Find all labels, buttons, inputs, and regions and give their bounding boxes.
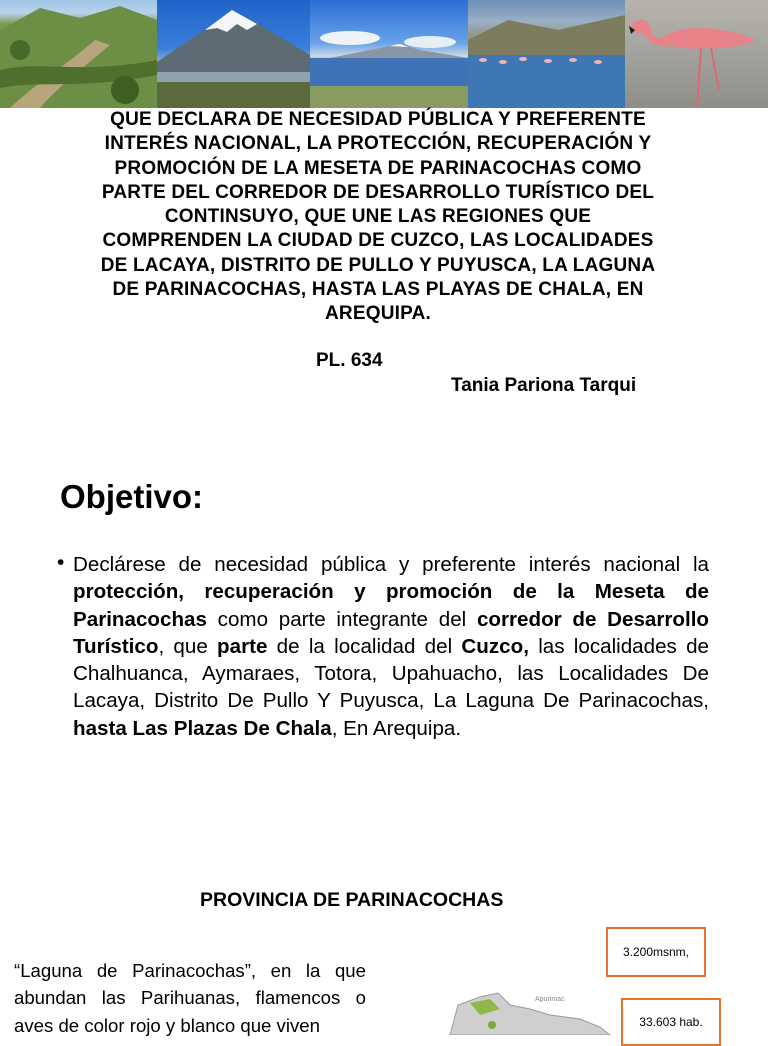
objective-heading: Objetivo:	[60, 478, 204, 515]
objective-run: las localidades de Chalhuanca, Aymaraes, Totora, Upahuacho, las Localidades De Lacaya, Distrito De Pullo Y Puyusca, La Laguna De Parinacochas,	[73, 634, 709, 713]
province-text: “Laguna de Parinacochas”, en la que abundan las Parihuanas, flamencos o aves de color rojo y blanco que viven	[14, 960, 366, 1036]
snowcapped-volcano-photo	[157, 0, 310, 108]
objective-run: de la localidad del	[267, 634, 462, 658]
province-map	[440, 975, 640, 1035]
title-line: CONTINSUYO, QUE UNE LAS REGIONES QUE	[164, 206, 592, 228]
title-line: DE PARINACOCHAS, HASTA LAS PLAYAS DE CHALA, EN	[112, 279, 644, 301]
title-line: COMPRENDEN LA CIUDAD DE CUZCO, LAS LOCALIDADES	[102, 230, 654, 252]
objective-run-bold: Cuzco,	[461, 634, 529, 658]
flamingos-lagoon-photo	[468, 0, 625, 108]
province-heading: PROVINCIA DE PARINACOCHAS	[200, 889, 504, 911]
photo-strip	[0, 0, 768, 108]
title-line: AREQUIPA.	[325, 303, 431, 325]
bill-number: PL. 634	[316, 350, 383, 371]
objective-run-bold: corredor de Desarrollo Turístico	[73, 607, 710, 658]
altitude-stat: 3.200msnm,	[622, 945, 690, 959]
flamingo-photo	[625, 0, 768, 108]
population-stat: 33.603 hab.	[639, 1015, 703, 1029]
title-line: QUE DECLARA DE NECESIDAD PÚBLICA Y PREFERENTE	[110, 109, 646, 130]
map-label: Apurimac	[535, 996, 565, 1003]
hillside-terraces-photo	[0, 0, 157, 108]
objective-run-bold: hasta Las Plazas De Chala	[73, 716, 332, 740]
objective-run: , En Arequipa.	[331, 716, 462, 740]
bullet-icon: •	[57, 551, 65, 574]
bill-title	[20, 108, 736, 327]
objective-text	[73, 551, 709, 742]
objective-run-bold: parte	[217, 634, 268, 658]
bill-author: Tania Pariona Tarqui	[451, 375, 637, 396]
title-line: PARTE DEL CORREDOR DE DESARROLLO TURÍSTICO DEL	[101, 181, 655, 203]
lagoon-mountain-photo	[310, 0, 468, 108]
objective-run: como parte integrante del	[206, 607, 477, 631]
title-line: PROMOCIÓN DE LA MESETA DE PARINACOCHAS COMO	[114, 157, 642, 179]
objective-run-bold: protección, recuperación y promoción de la Meseta de Parinacochas	[73, 580, 709, 631]
title-line: INTERÉS NACIONAL, LA PROTECCIÓN, RECUPERACIÓN Y	[104, 133, 652, 155]
objective-run: Declárese de necesidad pública y preferente interés nacional la	[73, 553, 709, 576]
title-line: DE LACAYA, DISTRITO DE PULLO Y PUYUSCA, LA LAGUNA	[100, 254, 656, 276]
objective-run: , que	[158, 634, 218, 658]
altitude-stat-box	[606, 927, 706, 977]
population-stat-box	[621, 998, 721, 1046]
